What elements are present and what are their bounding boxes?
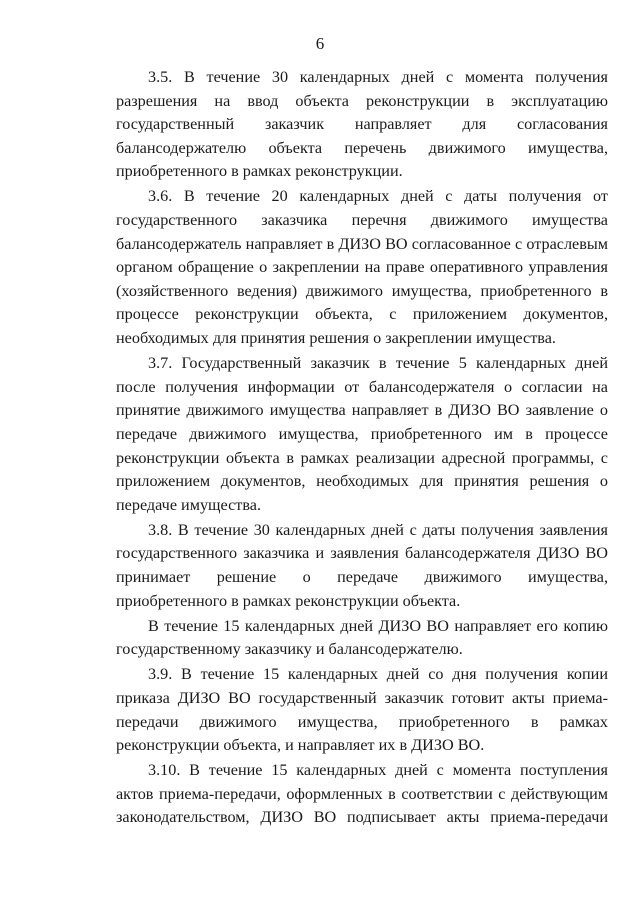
paragraph-3-8: 3.8. В течение 30 календарных дней с даты получения заявления государственного заказчика и заявления балансодержателя ДИЗО ВО принимает решение о передаче движимого имущества, приобретенного в рамках реконструкции объекта.: [116, 520, 608, 610]
paragraph-3-6: 3.6. В течение 20 календарных дней с даты получения от государственного заказчика перечня движимого имущества балансодержатель направляет в ДИЗО ВО согласованное с отраслевым органом обращение о закреплении на праве оперативного управления (хозяйственного ведения) движимого имущества, приобретенного в процессе реконструкции объекта, с приложением документов, необходимых для принятия решения о закреплении имущества.: [116, 187, 608, 348]
paragraph-3-9: 3.9. В течение 15 календарных дней со дня получения копии приказа ДИЗО ВО государственный заказчик готовит акты приема-передачи движимого имущества, приобретенного в рамках реконструкции объекта, и направляет их в ДИЗО ВО.: [116, 665, 608, 755]
page-number: 6: [315, 34, 325, 53]
paragraph-copy-notice: В течение 15 календарных дней ДИЗО ВО направляет его копию государственному заказчику и балансодержателю.: [116, 616, 608, 659]
document-body: [116, 66, 608, 830]
paragraph-3-10: 3.10. В течение 15 календарных дней с момента поступления актов приема-передачи, оформленных в соответствии с действующим законодательством, ДИЗО ВО подписывает акты приема-передачи: [116, 761, 608, 827]
paragraph-3-7: 3.7. Государственный заказчик в течение 5 календарных дней после получения информации от балансодержателя о согласии на принятие движимого имущества направляет в ДИЗО ВО заявление о передаче движимого имущества, приобретенного им в процессе реконструкции объекта в рамках реализации адресной программы, с приложением документов, необходимых для принятия решения о передаче имущества.: [116, 354, 608, 514]
paragraph-3-5: 3.5. В течение 30 календарных дней с момента получения разрешения на ввод объекта реконструкции в эксплуатацию государственный заказчик направляет для согласования балансодержателю объекта перечень движимого имущества, приобретенного в рамках реконструкции.: [116, 68, 608, 181]
